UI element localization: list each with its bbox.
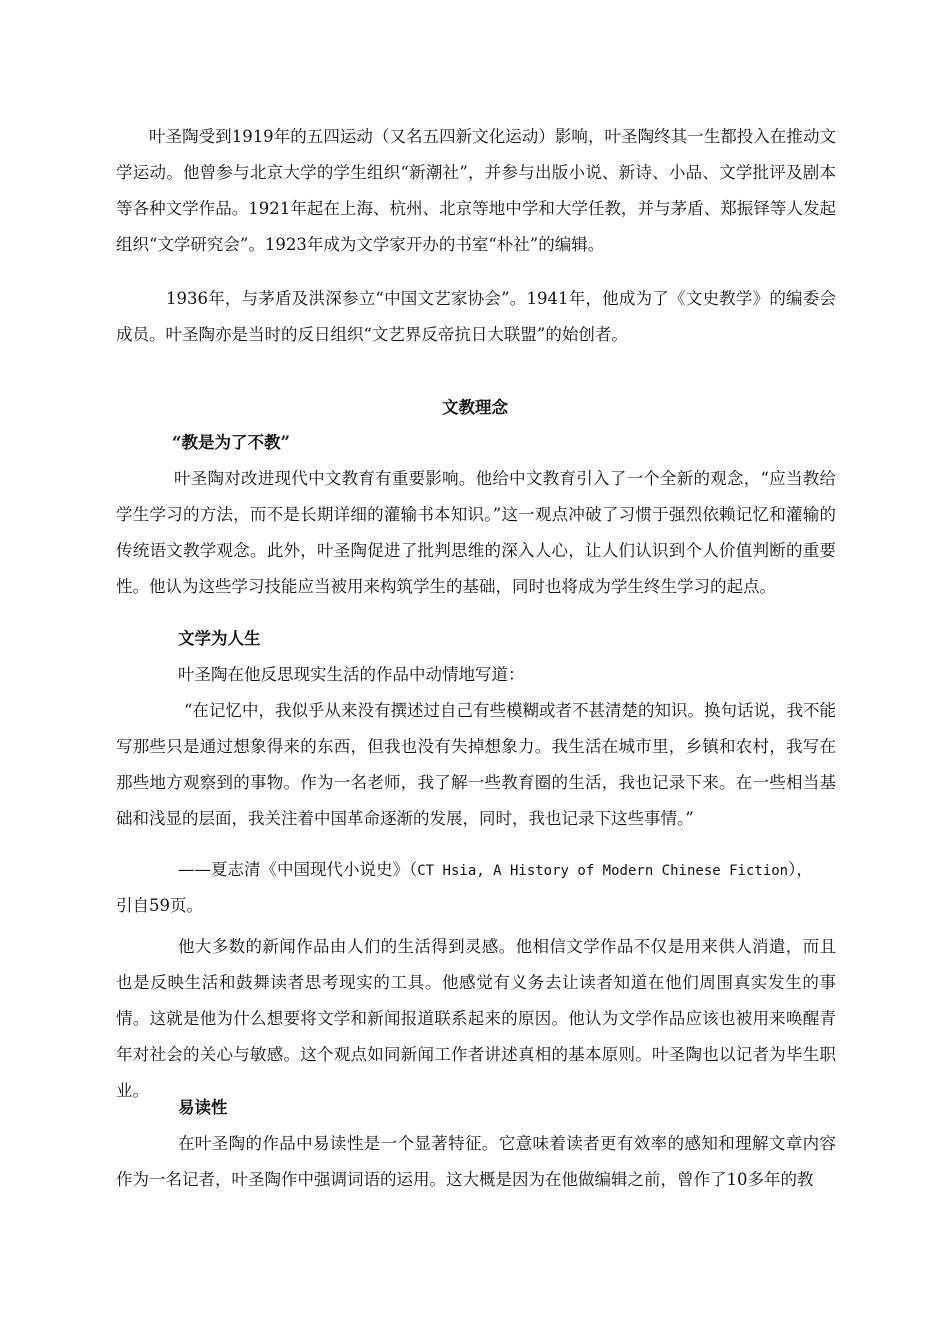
paragraph-intro: 叶圣陶在他反思现实生活的作品中动情地写道：: [178, 665, 525, 684]
citation-page: 引自59页。: [116, 896, 203, 915]
paragraph-readability: 在叶圣陶的作品中易读性是一个显著特征。它意味着读者更有效率的感知和理解文章内容作为一名记者，叶圣陶作中强调词语的运用。这大概是因为在他做编辑之前，曾作了10多年的教: [116, 1134, 836, 1189]
paragraph-news-works: 他大多数的新闻作品由人们的生活得到灵感。他相信文学作品不仅是用来供人消遣，而且也是反映生活和鼓舞读者思考现实的工具。他感觉有义务去让读者知道在他们周围真实发生的事情。这就是他为什么想要将文学和新闻报道联系起来的原因。他认为文学作品应该也被用来唤醒青年对社会的关心与敏感。这个观点如同新闻工作者讲述真相的基本原则。叶圣陶也以记者为毕生职业。: [116, 937, 836, 1100]
citation-cn: ——夏志清《中国现代小说史》（: [178, 860, 418, 879]
section-title: 文教理念: [442, 398, 508, 417]
subheading-teaching: “教是为了不教”: [172, 433, 290, 452]
subheading-readability: 易读性: [178, 1098, 228, 1117]
citation: [116, 852, 836, 889]
paragraph-associations: 1936年，与茅盾及洪深参立“中国文艺家协会”。1941年，他成为了《文史教学》的编委会成员。叶圣陶亦是当时的反日组织“文艺界反帝抗日大联盟”的始创者。: [116, 289, 836, 344]
citation-end: ），: [788, 860, 813, 879]
paragraph-teaching: 叶圣陶对改进现代中文教育有重要影响。他给中文教育引入了一个全新的观念，“应当教给学生学习的方法，而不是长期详细的灌输书本知识。”这一观点冲破了习惯于强烈依赖记忆和灌输的传统语文教学观念。此外，叶圣陶促进了批判思维的深入人心，让人们认识到个人价值判断的重要性。他认为这些学习技能应当被用来构筑学生的基础，同时也将成为学生终生学习的起点。: [116, 469, 836, 596]
quote-block: “在记忆中，我似乎从来没有撰述过自己有些模糊或者不甚清楚的知识。换句话说，我不能写那些只是通过想象得来的东西，但我也没有失掉想象力。我生活在城市里，乡镇和农村，我写在那些地方观察到的事物。作为一名老师，我了解一些教育圈的生活，我也记录下来。在一些相当基础和浅显的层面，我关注着中国革命逐渐的发展，同时，我也记录下这些事情。”: [116, 701, 836, 828]
citation-en: CT Hsia, A History of Modern Chinese Fiction: [417, 863, 789, 879]
subheading-literature-for-life: 文学为人生: [178, 629, 261, 648]
paragraph-early-career: 叶圣陶受到1919年的五四运动（又名五四新文化运动）影响，叶圣陶终其一生都投入在推动文学运动。他曾参与北京大学的学生组织“新潮社”，并参与出版小说、新诗、小品、文学批评及剧本等各种文学作品。1921年起在上海、杭州、北京等地中学和大学任教，并与茅盾、郑振铎等人发起组织“文学研究会”。1923年成为文学家开办的书室“朴社”的编辑。: [116, 127, 836, 254]
